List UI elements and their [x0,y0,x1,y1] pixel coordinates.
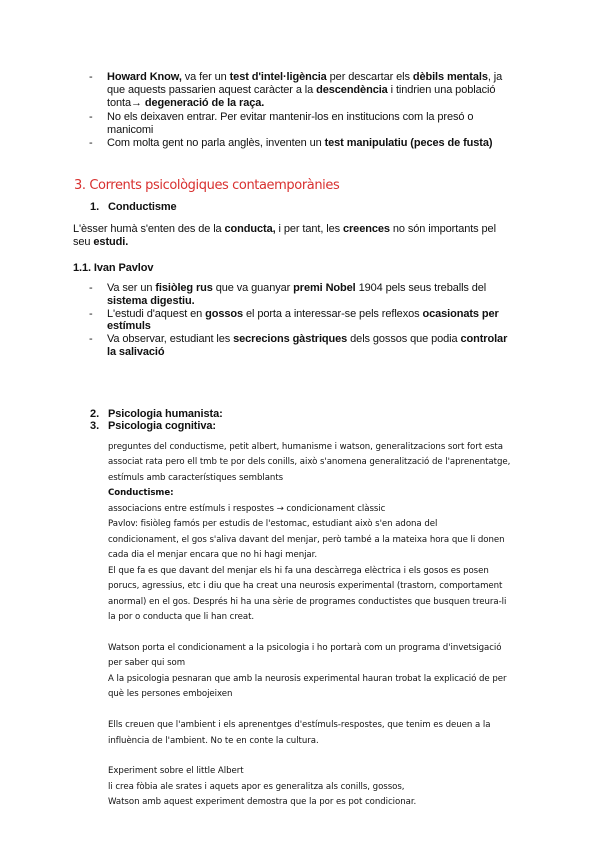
note-line: Watson porta el condicionament a la psicologia i ho portarà com un programa d'invetsigació [108,642,502,653]
text: Va observar, estudiant les [107,333,234,345]
note-line: Conductisme: [108,488,174,499]
text: i per tant, les [275,223,343,235]
note-line: preguntes del conductisme, petit albert, humanisme i watson, generalitzacions sort fort esta [108,442,503,452]
note-line: A la psicologia pesnaran que amb la neurosis experimental hauran trobat la explicació de per [108,673,507,684]
text: Va ser un [107,282,156,294]
bold-term: dèbils mentals [412,71,488,83]
list-item-entry-line2: manicomi [107,124,154,136]
note-line: anormal) en el gos. Després hi ha una sèrie de programes conductistes que busquen treura-li [108,596,507,607]
bold-term: secrecions gàstriques [233,333,348,345]
bullet-dash: - [89,333,93,345]
bold-term: ocasionats per [422,308,499,320]
text: va fer un [181,71,230,83]
text: , ja [487,71,503,83]
bold-term: descendència [316,84,388,96]
paragraph-line1 [73,223,496,236]
paragraph-line2 [73,236,128,249]
bullet-dash: - [89,282,93,294]
subsection-number: 1. [90,201,100,213]
bold-term: estudi. [93,236,129,248]
text: el porta a interessar-se pels reflexos [243,308,423,320]
note-line: estímuls amb característiques semblants [108,472,284,483]
note-line: El que fa es que davant del menjar els hi fa una descàrrega elèctrica i els gosos es posen [108,565,489,576]
bullet-dash: - [89,137,93,149]
text: seu [73,236,94,248]
text: no són importants pel [389,223,496,235]
pavlov-item-1-line1 [107,282,486,295]
note-line: la por o conducta que li han creat. [108,611,255,622]
note-line: cada dia el menjar encara que no hi hagi menjar. [108,550,318,561]
text: que aquests passarien aquest caràcter a la [107,84,317,96]
note-line: Ells creuen que l'ambient i els aprenentges d'estímuls-respostes, que tenim es deuen a la [108,720,491,731]
list-item-howard-line2 [107,84,495,97]
bold-term: fisiòleg rus [155,282,213,294]
note-line: associacions entre estímuls i respostes → condicionament clàssic [108,503,386,514]
note-line: Watson amb aquest experiment demostra que la por es pot condicionar. [108,797,417,808]
bold-term: test manipulatiu (peces de fusta) [324,137,493,149]
subsection-number: 2. [90,408,100,420]
pavlov-item-3-line1 [107,333,507,346]
pavlov-item-2-line1 [107,308,499,321]
note-line: Pavlov: fisiòleg famós per estudis de l'estomac, estudiant això s'en adona del [108,519,438,530]
subsection-cognitiva: Psicologia cognitiva: [108,420,216,432]
bold-term: Howard Know, [107,71,182,83]
pavlov-item-3-line2: la salivació [107,346,165,358]
note-line: què les persones embojeixen [108,689,233,700]
text: L'èsser humà s'enten des de la [73,223,225,235]
text: Com molta gent no parla anglès, inventen un [107,137,325,149]
bold-term: degeneració de la raça. [144,97,265,109]
subsection-humanista: Psicologia humanista: [108,408,223,420]
pavlov-item-1-line2: sistema digestiu. [107,295,195,307]
note-line: per saber qui som [108,658,186,669]
bold-term: premi Nobel [293,282,356,294]
text: tonta→ [107,97,145,109]
text: i tindrien una població [387,84,496,96]
text: 1904 pels seus treballs del [355,282,487,294]
bold-term: controlar [460,333,508,345]
note-line: condicionament, el gos s'aliva davant del menjar, però també a la mateixa hora que li donen [108,534,505,545]
bullet-dash: - [89,111,93,123]
text: per descartar els [326,71,413,83]
bold-term: conducta, [224,223,276,235]
bold-term: gossos [205,308,244,320]
note-line: li crea fòbia ale srates i aquets apor es generalitza als conills, gossos, [108,781,405,792]
text: L'estudi d'aquest en [107,308,206,320]
note-line: Experiment sobre el little Albert [108,766,244,777]
text: dels gossos que podia [347,333,461,345]
list-item-test [107,137,492,150]
subsection-number: 3. [90,420,100,432]
list-item-howard-line3 [107,97,264,110]
text: que va guanyar [212,282,294,294]
bullet-dash: - [89,308,93,320]
subsection-conductisme: Conductisme [108,201,177,213]
pavlov-heading: 1.1. Ivan Pavlov [73,262,154,274]
bold-term: test d'intel·ligència [229,71,327,83]
note-line: influència de l'ambient. No te en conte la cultura. [108,735,319,746]
bullet-dash: - [89,71,93,83]
pavlov-item-2-line2: estímuls [107,320,151,332]
section-title: 3. Corrents psicològiques contaemporànies [74,178,340,193]
note-line: associat rata pero ell tmb te por dels conills, això s'anomena generalització de l'aprenentatge, [108,457,511,468]
bold-term: creences [342,223,390,235]
note-line: porucs, agressius, etc i diu que ha creat una neurosis experimental (trastorn, comportament [108,581,503,592]
list-item-entry-line1: No els deixaven entrar. Per evitar mantenir-los en institucions com la presó o [107,111,474,123]
list-item-howard-line1 [107,71,502,84]
